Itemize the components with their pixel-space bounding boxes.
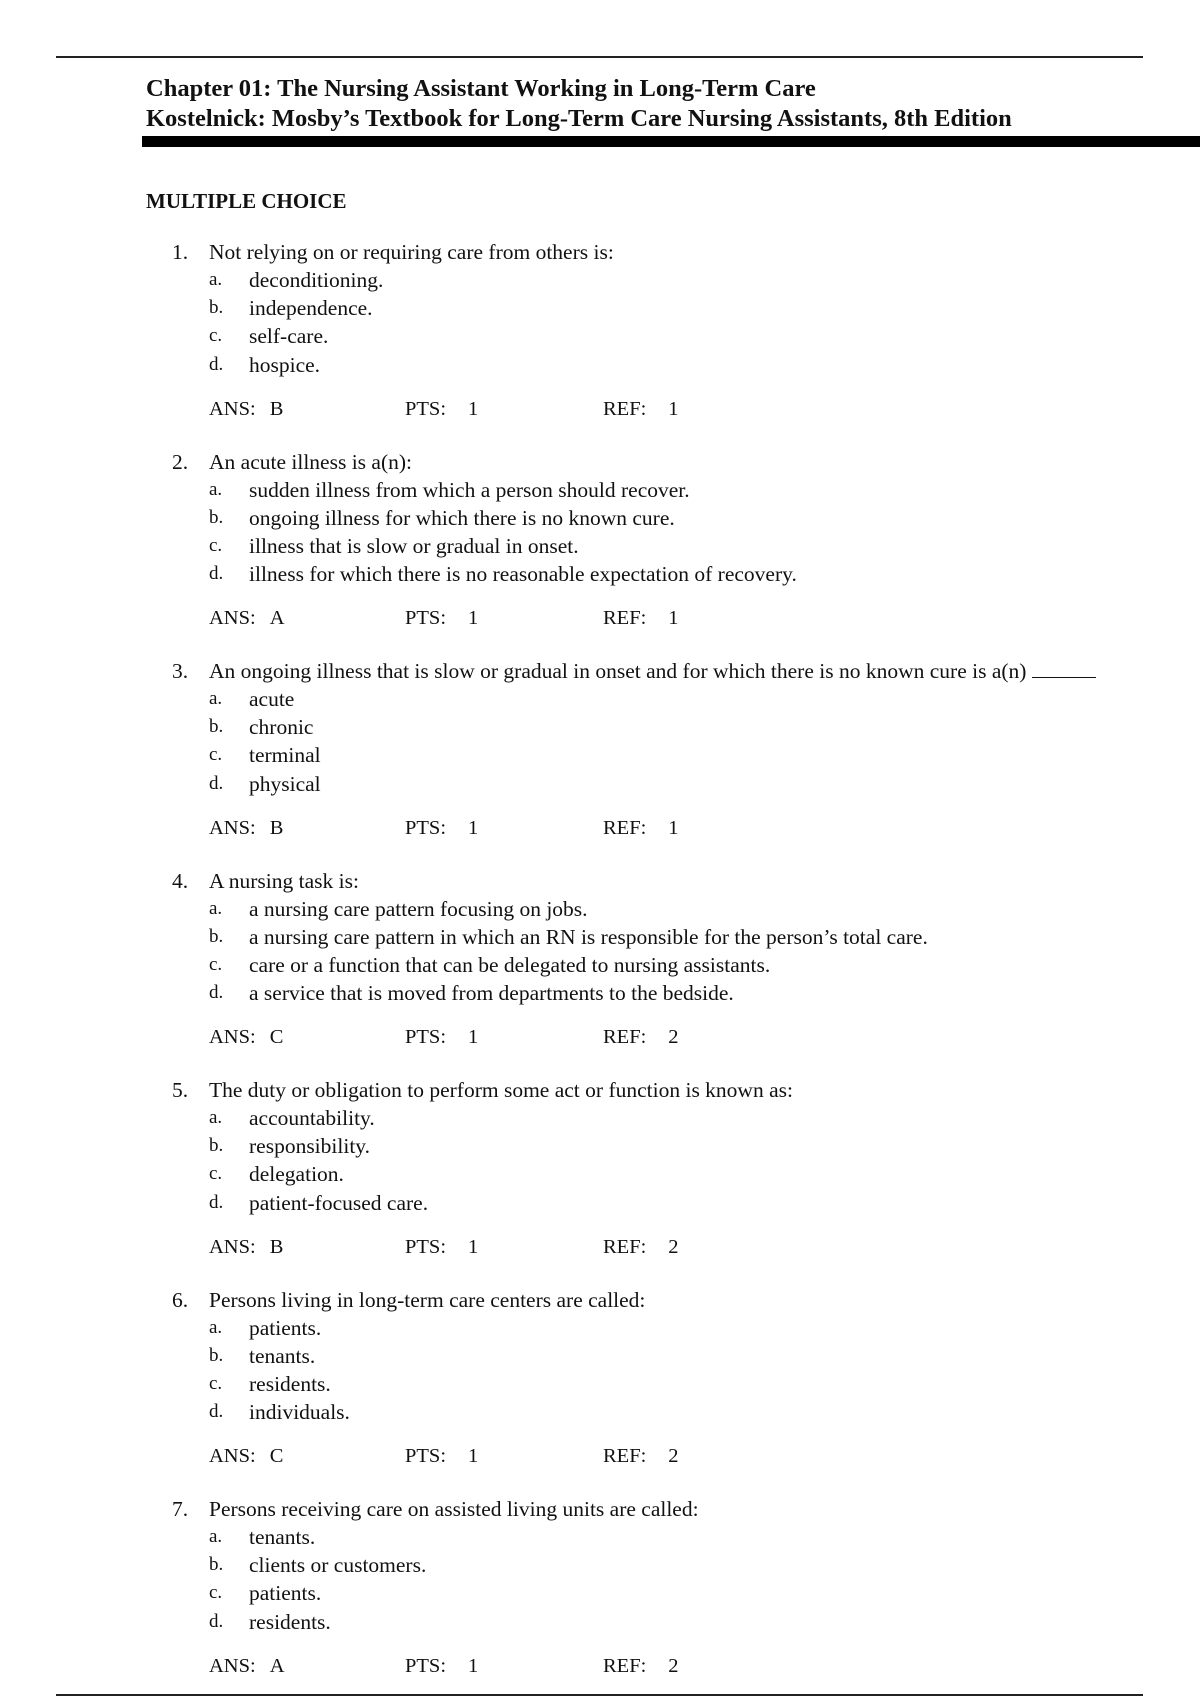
answer-option (0, 476, 1200, 504)
option-letter: a. (209, 269, 223, 290)
ref-value: 1 (668, 816, 679, 839)
answer-key (209, 814, 283, 842)
option-letter: b. (209, 925, 224, 947)
option-letter: a. (209, 688, 223, 709)
question-number: 6. (172, 1287, 189, 1312)
option-text: illness that is slow or gradual in onset. (249, 533, 579, 558)
question-item (0, 657, 1200, 867)
ans-value: B (269, 1235, 284, 1258)
answer-option (0, 1160, 1200, 1188)
answer-meta (0, 1023, 1200, 1051)
answer-option (0, 322, 1200, 350)
question-number: 4. (172, 868, 189, 893)
option-text: independence. (249, 296, 373, 321)
option-text: a service that is moved from departments to the bedside. (249, 981, 734, 1006)
reference (603, 1652, 679, 1680)
question-number: 3. (172, 659, 189, 683)
reference (603, 1442, 679, 1470)
option-list (0, 266, 1200, 379)
section-title: MULTIPLE CHOICE (146, 189, 347, 213)
option-letter: b. (209, 1344, 224, 1366)
option-text: sudden illness from which a person should recover. (249, 477, 690, 502)
bottom-rule (56, 1694, 1143, 1696)
question-number: 5. (172, 1078, 189, 1102)
option-text: patient-focused care. (249, 1190, 429, 1215)
question-stem-text: Persons receiving care on assisted living units are called: (209, 1497, 699, 1521)
answer-meta (0, 1652, 1200, 1680)
ans-label: ANS: (209, 816, 256, 839)
question-number: 2. (172, 449, 189, 474)
answer-option (0, 351, 1200, 379)
option-letter: c. (209, 1163, 223, 1185)
option-letter: c. (209, 744, 223, 766)
reference (603, 604, 679, 632)
ref-value: 1 (668, 607, 679, 630)
option-letter: b. (209, 716, 224, 738)
answer-meta (0, 604, 1200, 632)
reference (603, 395, 679, 423)
answer-option (0, 266, 1200, 294)
option-text: clients or customers. (249, 1553, 427, 1578)
ans-value: A (269, 1654, 285, 1677)
answer-meta (0, 1442, 1200, 1470)
question-item (0, 1495, 1200, 1705)
option-text: a nursing care pattern focusing on jobs. (249, 896, 588, 921)
ans-value: B (269, 816, 284, 839)
ref-label: REF: (603, 816, 647, 839)
book-title: Kostelnick: Mosby’s Textbook for Long-Term Care Nursing Assistants, 8th Edition (146, 105, 1012, 132)
ans-label: ANS: (209, 1445, 256, 1468)
question-number: 7. (172, 1497, 189, 1521)
pts-value: 1 (468, 1445, 479, 1468)
header-bar (142, 136, 1200, 147)
reference (603, 814, 679, 842)
answer-option (0, 951, 1200, 979)
pts-label: PTS: (405, 397, 447, 420)
reference (603, 1023, 679, 1051)
option-text: patients. (249, 1315, 322, 1340)
option-text: illness for which there is no reasonable expectation of recovery. (249, 562, 797, 587)
ans-label: ANS: (209, 397, 256, 420)
points (405, 1023, 478, 1051)
question-item (0, 1076, 1200, 1286)
option-letter: a. (209, 478, 223, 500)
ans-value: A (269, 607, 285, 630)
answer-option (0, 1608, 1200, 1636)
pts-label: PTS: (405, 1445, 447, 1468)
option-letter: d. (209, 353, 224, 375)
option-letter: b. (209, 506, 224, 528)
option-list (0, 476, 1200, 589)
points (405, 395, 478, 423)
option-text: responsibility. (249, 1134, 371, 1159)
option-text: acute (249, 687, 295, 711)
ans-label: ANS: (209, 607, 256, 630)
answer-option (0, 1398, 1200, 1426)
answer-option (0, 895, 1200, 923)
points (405, 1652, 478, 1680)
ref-value: 2 (668, 1026, 679, 1049)
answer-key (209, 395, 283, 423)
question-text (209, 1286, 645, 1314)
question-stem (0, 1495, 1200, 1523)
question-stem-text: The duty or obligation to perform some act or function is known as: (209, 1078, 793, 1102)
question-list (0, 238, 1200, 1705)
question-text (209, 448, 412, 476)
answer-option (0, 1132, 1200, 1160)
answer-option (0, 685, 1200, 713)
pts-value: 1 (468, 1654, 479, 1677)
pts-label: PTS: (405, 607, 447, 630)
ref-value: 2 (668, 1445, 679, 1468)
ref-label: REF: (603, 1445, 647, 1468)
top-rule (56, 56, 1143, 58)
question-stem-text: A nursing task is: (209, 868, 359, 893)
ans-label: ANS: (209, 1026, 256, 1049)
answer-meta (0, 395, 1200, 423)
ref-value: 2 (668, 1235, 679, 1258)
ref-label: REF: (603, 397, 647, 420)
answer-key (209, 604, 285, 632)
answer-option (0, 741, 1200, 769)
option-letter: d. (209, 563, 224, 585)
question-stem-text: An ongoing illness that is slow or gradual in onset and for which there is no known cure is a(n) (209, 659, 1027, 683)
answer-key (209, 1442, 283, 1470)
option-letter: c. (209, 1372, 223, 1394)
answer-option (0, 1104, 1200, 1132)
question-stem (0, 448, 1200, 476)
answer-option (0, 294, 1200, 322)
question-stem (0, 238, 1200, 266)
pts-value: 1 (468, 1235, 479, 1258)
ans-value: B (269, 397, 284, 420)
pts-value: 1 (468, 1026, 479, 1049)
option-letter: a. (209, 897, 223, 919)
answer-option (0, 1370, 1200, 1398)
pts-label: PTS: (405, 1654, 447, 1677)
option-list (0, 685, 1200, 798)
points (405, 1233, 478, 1261)
option-list (0, 1523, 1200, 1636)
question-stem-text: Persons living in long-term care centers are called: (209, 1287, 646, 1312)
option-list (0, 1104, 1200, 1217)
option-letter: d. (209, 1610, 224, 1632)
option-letter: d. (209, 1191, 224, 1213)
answer-meta (0, 814, 1200, 842)
ref-label: REF: (603, 1026, 647, 1049)
answer-option (0, 770, 1200, 798)
answer-meta (0, 1233, 1200, 1261)
question-stem (0, 1076, 1200, 1104)
option-letter: d. (209, 982, 224, 1004)
option-text: self-care. (249, 324, 329, 349)
question-text (209, 238, 614, 266)
option-text: residents. (249, 1609, 331, 1634)
question-number: 1. (172, 240, 189, 264)
option-letter: d. (209, 1401, 224, 1423)
answer-option (0, 1314, 1200, 1342)
answer-option (0, 979, 1200, 1007)
option-text: delegation. (249, 1162, 344, 1187)
option-text: tenants. (249, 1525, 316, 1549)
option-text: a nursing care pattern in which an RN is responsible for the person’s total care. (249, 924, 928, 949)
question-stem (0, 1286, 1200, 1314)
question-item (0, 867, 1200, 1077)
option-letter: b. (209, 1135, 224, 1157)
option-letter: c. (209, 534, 223, 556)
ref-value: 2 (668, 1654, 679, 1677)
question-item (0, 1286, 1200, 1496)
answer-option (0, 1523, 1200, 1551)
answer-blank (1032, 659, 1096, 678)
option-text: residents. (249, 1371, 331, 1396)
ref-label: REF: (603, 1654, 647, 1677)
option-list (0, 1314, 1200, 1427)
ans-label: ANS: (209, 1235, 256, 1258)
option-text: deconditioning. (249, 268, 384, 292)
answer-option (0, 504, 1200, 532)
chapter-title: Chapter 01: The Nursing Assistant Working in Long-Term Care (146, 75, 816, 102)
answer-option (0, 923, 1200, 951)
answer-key (209, 1233, 283, 1261)
option-letter: c. (209, 325, 223, 347)
ref-label: REF: (603, 1235, 647, 1258)
question-stem (0, 657, 1200, 685)
question-text (209, 1076, 793, 1104)
option-text: physical (249, 771, 321, 796)
answer-option (0, 1342, 1200, 1370)
option-letter: c. (209, 1582, 223, 1604)
question-stem-text: Not relying on or requiring care from others is: (209, 240, 614, 264)
question-item (0, 448, 1200, 658)
points (405, 604, 478, 632)
question-text (209, 1495, 699, 1523)
option-letter: a. (209, 1526, 223, 1547)
option-letter: c. (209, 953, 223, 975)
document-header (146, 74, 1200, 134)
ans-label: ANS: (209, 1654, 256, 1677)
question-stem (0, 867, 1200, 895)
pts-value: 1 (468, 816, 479, 839)
answer-option (0, 532, 1200, 560)
answer-option (0, 1551, 1200, 1579)
option-text: patients. (249, 1581, 322, 1606)
answer-key (209, 1652, 285, 1680)
answer-option (0, 560, 1200, 588)
option-text: hospice. (249, 352, 321, 377)
points (405, 1442, 478, 1470)
answer-option (0, 1189, 1200, 1217)
option-text: accountability. (249, 1106, 375, 1130)
option-letter: a. (209, 1316, 223, 1338)
reference (603, 1233, 679, 1261)
points (405, 814, 478, 842)
option-letter: d. (209, 772, 224, 794)
option-text: tenants. (249, 1343, 316, 1368)
pts-label: PTS: (405, 816, 447, 839)
question-text (209, 867, 359, 895)
pts-value: 1 (468, 397, 479, 420)
pts-label: PTS: (405, 1026, 447, 1049)
option-text: ongoing illness for which there is no known cure. (249, 505, 675, 530)
question-item (0, 238, 1200, 448)
option-text: chronic (249, 715, 314, 740)
option-text: care or a function that can be delegated to nursing assistants. (249, 952, 771, 977)
ref-value: 1 (668, 397, 679, 420)
pts-label: PTS: (405, 1235, 447, 1258)
answer-option (0, 1579, 1200, 1607)
question-text (209, 657, 1096, 685)
option-letter: b. (209, 1554, 224, 1576)
answer-key (209, 1023, 283, 1051)
pts-value: 1 (468, 607, 479, 630)
option-list (0, 895, 1200, 1008)
option-text: individuals. (249, 1400, 350, 1425)
ans-value: C (269, 1445, 284, 1468)
ans-value: C (269, 1026, 284, 1049)
option-letter: b. (209, 297, 224, 319)
option-text: terminal (249, 743, 321, 768)
option-letter: a. (209, 1107, 223, 1128)
answer-option (0, 713, 1200, 741)
ref-label: REF: (603, 607, 647, 630)
question-stem-text: An acute illness is a(n): (209, 449, 413, 474)
